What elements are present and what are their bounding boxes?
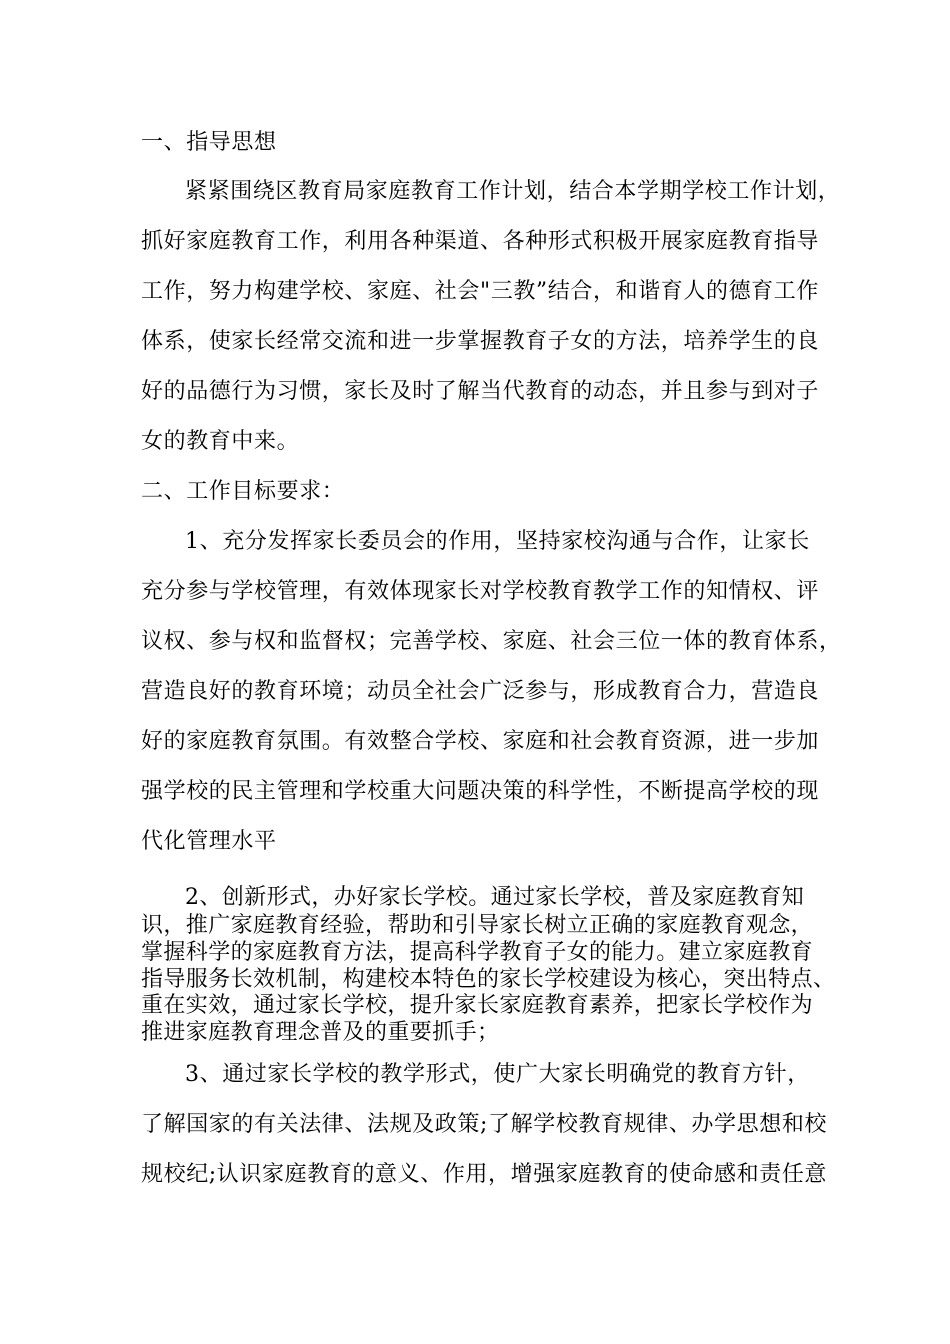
paragraph-line: 指导服务长效机制，构建校本特色的家长学校建设为核心，突出特点、 (141, 967, 836, 992)
paragraph-line: 推进家庭教育理念普及的重要抓手； (141, 1020, 500, 1045)
paragraph-line: 掌握科学的家庭教育方法，提高科学教育子女的能力。建立家庭教育 (141, 940, 814, 965)
paragraph-line: 充分参与学校管理，有效体现家长对学校教育教学工作的知情权、评 (141, 579, 820, 604)
section-heading-guiding-ideology: 一、指导思想 (141, 130, 277, 155)
paragraph-line: 工作，努力构建学校、家庭、社会"三教”结合，和谐育人的德育工作 (141, 279, 819, 304)
paragraph-line: 好的品德行为习惯，家长及时了解当代教育的动态，并且参与到对子 (141, 379, 820, 404)
paragraph-line: 规校纪;认识家庭教育的意义、作用，增强家庭教育的使命感和责任意 (141, 1162, 828, 1187)
paragraph-line: 代化管理水平 (141, 829, 277, 854)
paragraph-line: 体系，使家长经常交流和进一步掌握教育子女的方法，培养学生的良 (141, 329, 820, 354)
section-heading-work-goals: 二、工作目标要求： (141, 479, 345, 504)
paragraph-line: 抓好家庭教育工作，利用各种渠道、各种形式积极开展家庭教育指导 (141, 229, 820, 254)
paragraph-line: 1、充分发挥家长委员会的作用，坚持家校沟通与合作，让家长 (185, 529, 810, 554)
paragraph-line: 识，推广家庭教育经验，帮助和引导家长树立正确的家庭教育观念， (141, 913, 814, 938)
paragraph-line: 女的教育中来。 (141, 429, 300, 454)
paragraph-line: 2、创新形式，办好家长学校。通过家长学校，普及家庭教育知 (185, 885, 805, 910)
paragraph-line: 好的家庭教育氛围。有效整合学校、家庭和社会教育资源，进一步加 (141, 729, 820, 754)
paragraph-line: 重在实效，通过家长学校，提升家长家庭教育素养，把家长学校作为 (141, 993, 814, 1018)
paragraph-line: 3、通过家长学校的教学形式，使广大家长明确党的教育方针， (185, 1062, 810, 1087)
paragraph-line: 议权、参与权和监督权；完善学校、家庭、社会三位一体的教育体系， (141, 629, 842, 654)
paragraph-line: 强学校的民主管理和学校重大问题决策的科学性，不断提高学校的现 (141, 779, 820, 804)
paragraph-line: 营造良好的教育环境；动员全社会广泛参与，形成教育合力，营造良 (141, 679, 820, 704)
paragraph-line: 紧紧围绕区教育局家庭教育工作计划，结合本学期学校工作计划， (185, 179, 841, 204)
paragraph-line: 了解国家的有关法律、法规及政策;了解学校教育规律、办学思想和校 (141, 1112, 828, 1137)
